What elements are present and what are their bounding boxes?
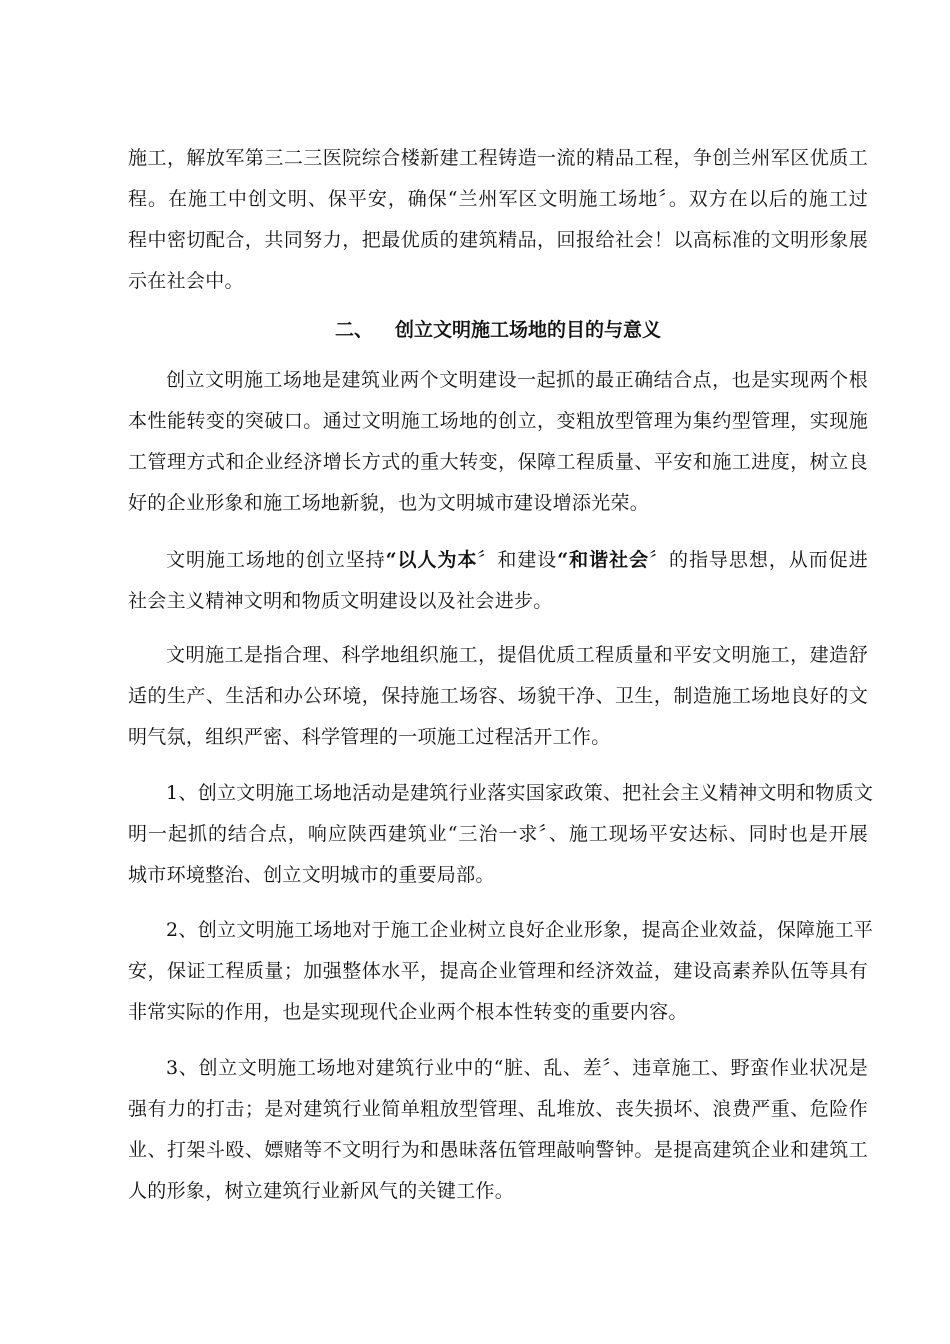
item1-line-1: 1、创立文明施工场地活动是建筑行业落实国家政策、把社会主义精神文明和物质文	[166, 782, 874, 804]
p1-line-4: 好的企业形象和施工场地新貌，也为文明城市建设增添光荣。	[128, 492, 650, 514]
p1-line-1: 创立文明施工场地是建筑业两个文明建设一起抓的最正确结合点，也是实现两个根	[166, 369, 868, 391]
p3-line-2: 适的生产、生活和办公环境，保持施工场容、场貌干净、卫生，制造施工场地良好的文	[128, 685, 868, 707]
p2-line-1	[166, 548, 868, 572]
item1-line-3: 城市环境整治、创立文明城市的重要局部。	[128, 864, 495, 886]
p1-line-3: 工管理方式和企业经济增长方式的重大转变，保障工程质量、平安和施工进度，树立良	[128, 451, 868, 473]
p2-bold-phrase-1: 以人为本	[396, 549, 478, 571]
p3-line-1: 文明施工是指合理、科学地组织施工，提倡优质工程质量和平安文明施工，建造舒	[166, 644, 868, 666]
p1-line-2: 本性能转变的突破口。通过文明施工场地的创立，变粗放型管理为集约型管理，实现施	[128, 410, 868, 432]
p2-text-b: 〞的指导思想，从而促进	[649, 549, 868, 571]
item2-line-3: 非常实际的作用，也是实现现代企业两个根本性转变的重要内容。	[128, 1001, 688, 1023]
p3-line-3: 明气氛，组织严密、科学管理的一项施工过程活开工作。	[128, 726, 611, 748]
section-number: 二、	[335, 319, 374, 341]
item2-line-1: 2、创立文明施工场地对于施工企业树立良好企业形象，提高企业效益，保障施工平	[166, 919, 874, 941]
p2-text-a: 文明施工场地的创立坚持	[166, 549, 386, 571]
p2-quote-open-1: “	[385, 549, 397, 571]
item1-line-2: 明一起抓的结合点，响应陕西建筑业“三治一求〞、施工现场平安达标、同时也是开展	[128, 823, 868, 845]
section-title: 创立文明施工场地的目的与意义	[395, 319, 662, 341]
p2-quote-open-2: “	[557, 549, 569, 571]
intro-line-4: 示在社会中。	[128, 270, 244, 292]
intro-line-1: 施工，解放军第三二三医院综合楼新建工程铸造一流的精品工程，争创兰州军区优质工	[128, 147, 868, 169]
p2-bold-phrase-2: 和谐社会	[568, 549, 650, 571]
item3-line-1: 3、创立文明施工场地对建筑行业中的“脏、乱、差〞、违章施工、野蛮作业状况是	[166, 1057, 868, 1079]
p2-text-mid: 〞和建设	[477, 549, 558, 571]
item3-line-2: 强有力的打击；是对建筑行业简单粗放型管理、乱堆放、丧失损坏、浪费严重、危险作	[128, 1098, 868, 1120]
intro-line-2: 程。在施工中创文明、保平安，确保“兰州军区文明施工场地〞。双方在以后的施工过	[128, 188, 868, 210]
intro-line-3: 程中密切配合，共同努力，把最优质的建筑精品，回报给社会！以高标准的文明形象展	[128, 229, 868, 251]
p2-line-2: 社会主义精神文明和物质文明建设以及社会进步。	[128, 590, 553, 612]
item3-line-4: 人的形象，树立建筑行业新风气的关键工作。	[128, 1180, 515, 1202]
item3-line-3: 业、打架斗殴、嫖赌等不文明行为和愚昧落伍管理敲响警钟。是提高建筑企业和建筑工	[128, 1139, 868, 1161]
item2-line-2: 安，保证工程质量；加强整体水平，提高企业管理和经济效益，建设高素养队伍等具有	[128, 960, 868, 982]
